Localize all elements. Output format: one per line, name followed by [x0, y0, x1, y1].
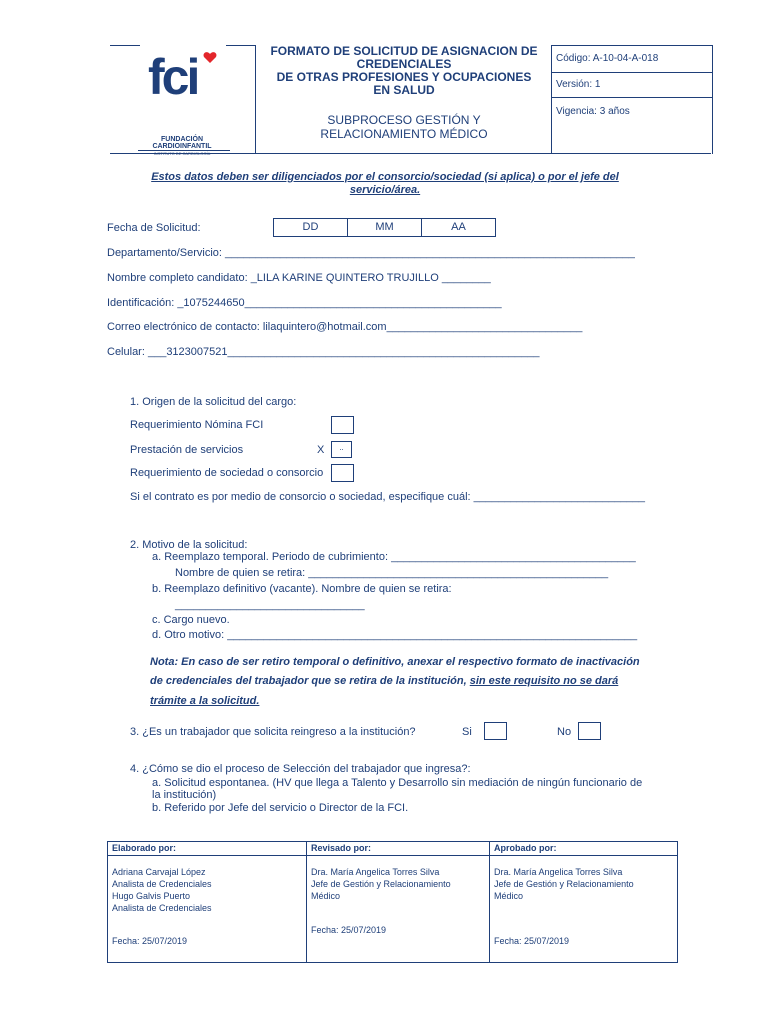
revisado-fecha: Fecha: 25/07/2019: [311, 925, 387, 935]
fecha-aa[interactable]: AA: [451, 221, 466, 233]
opt-prestacion-mark: X: [317, 444, 325, 456]
section4-question: 4. ¿Cómo se dio el proceso de Selección del trabajador que ingresa?:: [130, 763, 471, 775]
fecha-mm[interactable]: MM: [348, 219, 422, 236]
motivo-b-field[interactable]: _______________________________: [175, 599, 365, 611]
elaborado-column: Elaborado por: Adriana Carvajal López Analista de Credenciales Hugo Galvis Puerto Analista de Credenciales Fecha: 25/07/2019: [108, 842, 307, 962]
celular-field[interactable]: Celular: ___3123007521___________________________________________________: [107, 346, 540, 358]
identificacion-field[interactable]: Identificación: _1075244650__________________________________________: [107, 297, 502, 309]
logo-cell: [110, 45, 255, 154]
aprobado-header: Aprobado por:: [490, 842, 677, 856]
reingreso-no-checkbox[interactable]: [578, 722, 601, 740]
seleccion-b: b. Referido por Jefe del servicio o Director de la FCI.: [152, 802, 409, 814]
logo-fundacion: FUNDACIÓN: [161, 136, 203, 143]
intro-note: Estos datos deben ser diligenciados por el consorcio/sociedad (si aplica) o por el jefe del servicio/área.: [151, 171, 619, 196]
revisado-header: Revisado por:: [307, 842, 489, 856]
vigencia: Vigencia: 3 años: [556, 106, 630, 117]
reingreso-no-label: No: [557, 726, 572, 738]
nota-line3: trámite a la solicitud.: [150, 695, 260, 707]
fci-logo: [144, 50, 228, 100]
opt-prestacion-label: Prestación de servicios: [130, 444, 244, 456]
opt-sociedad-label: Requerimiento de sociedad o consorcio: [130, 467, 324, 479]
aprobado-column: Aprobado por: Dra. María Angelica Torres Silva Jefe de Gestión y Relacionamiento Médico Fecha: 25/07/2019: [490, 842, 677, 962]
motivo-b-label: b. Reemplazo definitivo (vacante). Nombre de quien se retira:: [152, 583, 452, 595]
version: Versión: 1: [552, 73, 712, 98]
document-title: FORMATO DE SOLICITUD DE ASIGNACION DE CREDENCIALES DE OTRAS PROFESIONES Y OCUPACIONES EN SALUD: [270, 44, 538, 97]
aprobado-fecha: Fecha: 25/07/2019: [494, 936, 570, 946]
section2-title: 2. Motivo de la solicitud:: [130, 539, 248, 551]
elaborado-header: Elaborado por:: [108, 842, 306, 856]
section1-title: 1. Origen de la solicitud del cargo:: [130, 396, 297, 408]
motivo-c: c. Cargo nuevo.: [152, 614, 230, 626]
title-cell: [255, 45, 552, 153]
opt-nomina-label: Requerimiento Nómina FCI: [130, 419, 264, 431]
opt-sociedad-checkbox[interactable]: [331, 464, 354, 482]
reingreso-si-checkbox[interactable]: [484, 722, 507, 740]
motivo-a-field[interactable]: a. Reemplazo temporal. Periodo de cubrimiento: ________________________________________: [152, 551, 636, 563]
document-header: [110, 45, 711, 154]
heart-icon: [204, 52, 217, 63]
fecha-dd[interactable]: DD: [274, 219, 348, 236]
logo-letters: fci: [148, 50, 198, 100]
section3-question: 3. ¿Es un trabajador que solicita reingreso a la institución?: [130, 726, 416, 738]
seleccion-a-line2: la institución): [152, 789, 217, 801]
seleccion-a-line1: a. Solicitud espontanea. (HV que llega a Talento y Desarrollo sin mediación de ningún funcionario de: [152, 777, 643, 789]
opt-prestacion-checkbox[interactable]: ..: [331, 441, 352, 458]
logo-cardioinfantil: CARDIOINFANTIL: [152, 143, 212, 150]
approval-table: [107, 841, 678, 963]
nota-line2: de credenciales del trabajador que se retira de la institución, sin este requisito no se dará: [150, 675, 619, 687]
opt-nomina-checkbox[interactable]: [331, 416, 354, 434]
logo-instituto: INSTITUTO DE CARDIOLOGÍA: [153, 151, 211, 156]
nota-line1: Nota: En caso de ser retiro temporal o definitivo, anexar el respectivo formato de inactivación: [150, 656, 640, 668]
departamento-field[interactable]: Departamento/Servicio: ___________________________________________________________________: [107, 247, 635, 259]
document-subtitle: SUBPROCESO GESTIÓN Y RELACIONAMIENTO MÉDICO: [320, 113, 488, 141]
correo-field[interactable]: Correo electrónico de contacto: lilaquintero@hotmail.com________________________________: [107, 321, 583, 333]
revisado-column: Revisado por: Dra. María Angelica Torres Silva Jefe de Gestión y Relacionamiento Médico Fecha: 25/07/2019: [307, 842, 490, 962]
motivo-a-nombre-field[interactable]: Nombre de quien se retira: _________________________________________________: [175, 567, 609, 579]
motivo-d-field[interactable]: d. Otro motivo: ___________________________________________________________________: [152, 629, 638, 641]
elaborado-fecha: Fecha: 25/07/2019: [112, 936, 188, 946]
document-meta: [551, 45, 713, 154]
especifique-field[interactable]: Si el contrato es por medio de consorcio o sociedad, especifique cuál: ____________________________: [130, 491, 645, 503]
fecha-field[interactable]: [273, 218, 496, 237]
fecha-label: Fecha de Solicitud:: [107, 222, 201, 234]
codigo: Código: A-10-04-A-018: [552, 46, 712, 73]
nombre-field[interactable]: Nombre completo candidato: _LILA KARINE QUINTERO TRUJILLO ________: [107, 272, 491, 284]
reingreso-si-label: Si: [462, 726, 472, 738]
